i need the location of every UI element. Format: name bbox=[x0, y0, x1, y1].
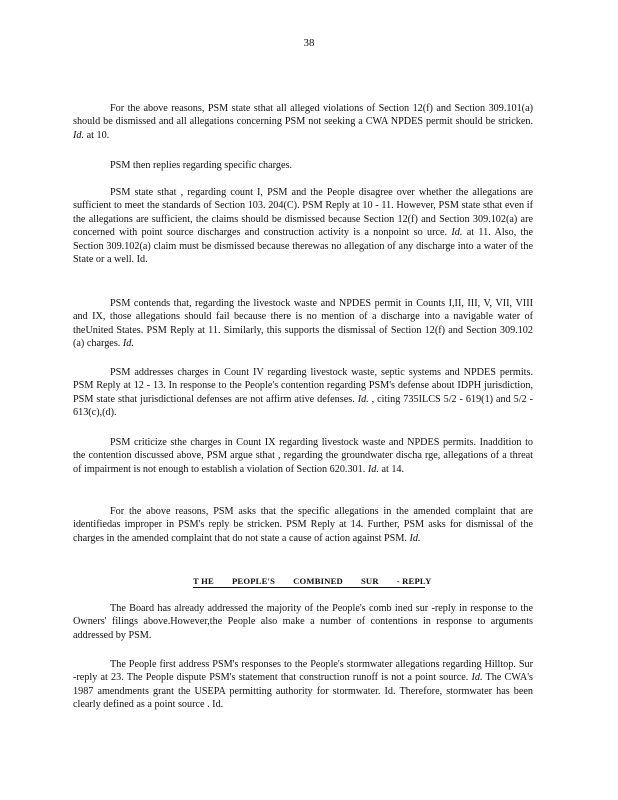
heading-part: - REPLY bbox=[396, 576, 432, 586]
heading-part: PEOPLE'S bbox=[231, 576, 276, 586]
citation: Id. bbox=[367, 463, 379, 475]
citation: Id. bbox=[451, 227, 463, 239]
paragraph-9 bbox=[73, 658, 533, 712]
paragraph-3 bbox=[73, 186, 533, 266]
paragraph-1 bbox=[73, 102, 533, 142]
paragraph-text: The Board has already addressed the majority of the People's comb ined sur -reply in response to the Owners' filings above.However,the People also make a number of contentions in response to arguments addressed by PSM. bbox=[73, 603, 533, 641]
paragraph-text-after: at 10. bbox=[84, 129, 110, 141]
paragraph-text-after: at 14. bbox=[378, 463, 405, 475]
heading-part: SUR bbox=[360, 576, 379, 586]
paragraph-5 bbox=[73, 366, 533, 420]
paragraph-text-after: at 11. Also, the Section 309.102(a) claim must be dismissed because therewas no allegation of any discharge into a water of the State or a well. Id. bbox=[73, 227, 534, 266]
paragraph-text: PSM then replies regarding specific charges. bbox=[110, 160, 293, 171]
paragraph-text: For the above reasons, PSM asks that the specific allegations in the amended complaint that are identifiedas improper in PSM's reply be stricken. PSM Reply at 14. Further, PSM asks for dismissal of the charges in the amended complaint that do not state a cause of action against PSM. bbox=[73, 506, 533, 544]
heading-part: T HE bbox=[193, 576, 214, 586]
paragraph-8 bbox=[73, 602, 533, 642]
paragraph-text: PSM addresses charges in Count IV regarding livestock waste, septic systems and NPDES permits. PSM Reply at 12 - 13. In response to the People's contention regarding PSM's defense about IDPH jurisdiction, PSM state sthat jurisdictional defenses are not affirm ative defenses. bbox=[73, 367, 533, 405]
paragraph-4 bbox=[73, 297, 533, 351]
paragraph-text: PSM state sthat , regarding count I, PSM and the People disagree over whether the allegations are sufficient to meet the standards of Section 103. 204(C). PSM Reply at 10 - 11. However, PSM state sthat even if the allegations are sufficient, the claims should be dismissed because Section 12(f) and Section 309.102(a) are concerned with point source discharges and construction activity is a nonpoint so urce. bbox=[73, 187, 533, 239]
paragraph-7 bbox=[73, 505, 533, 545]
paragraph-text: PSM criticize sthe charges in Count IX regarding livestock waste and NPDES permits. Inaddition to the contention discussed above, PSM argue sthat , regarding the groundwater discha rge, allegations of a threat of impairment is not enough to establish a violation of Section 620.301. bbox=[73, 437, 533, 475]
citation: Id. bbox=[357, 393, 369, 405]
paragraph-2 bbox=[73, 159, 533, 172]
paragraph-text: For the above reasons, PSM state sthat all alleged violations of Section 12(f) and Section 309.101(a) should be dismissed and all allegations concerning PSM not seeking a CWA NPDES permit should be stricken. bbox=[73, 103, 533, 128]
heading-part: COMBINED bbox=[293, 576, 343, 586]
paragraph-text: PSM contends that, regarding the livestock waste and NPDES permit in Counts I,II, III, V, VII, VIII and IX, those allegations should fail because there is no mention of a discharge into a navigable water of theUnited States. PSM Reply at 11. Similarly, this supports the dismissal of Section 12(f) and Section 309.102 (a) charges. bbox=[73, 298, 533, 350]
citation: Id. bbox=[471, 672, 483, 684]
paragraph-text-after: , citing 735ILCS 5/2 - 619(1) and 5/2 - 613(c),(d). bbox=[73, 393, 533, 419]
paragraph-text-after: The CWA's 1987 amendments grant the USEPA permitting authority for stormwater. Id. Therefore, stormwater has been clearly defined as a point source . Id. bbox=[73, 672, 533, 711]
section-heading bbox=[193, 576, 432, 588]
citation: Id. bbox=[122, 338, 134, 350]
paragraph-6 bbox=[73, 436, 533, 476]
citation: Id. bbox=[409, 532, 421, 544]
citation: Id. bbox=[73, 129, 85, 141]
paragraph-text: The People first address PSM's responses to the People's stormwater allegations regarding Hilltop. Sur -reply at 23. The People dispute PSM's statement that construction runoff is not a point source. bbox=[73, 659, 533, 684]
page-number: 38 bbox=[303, 37, 315, 49]
